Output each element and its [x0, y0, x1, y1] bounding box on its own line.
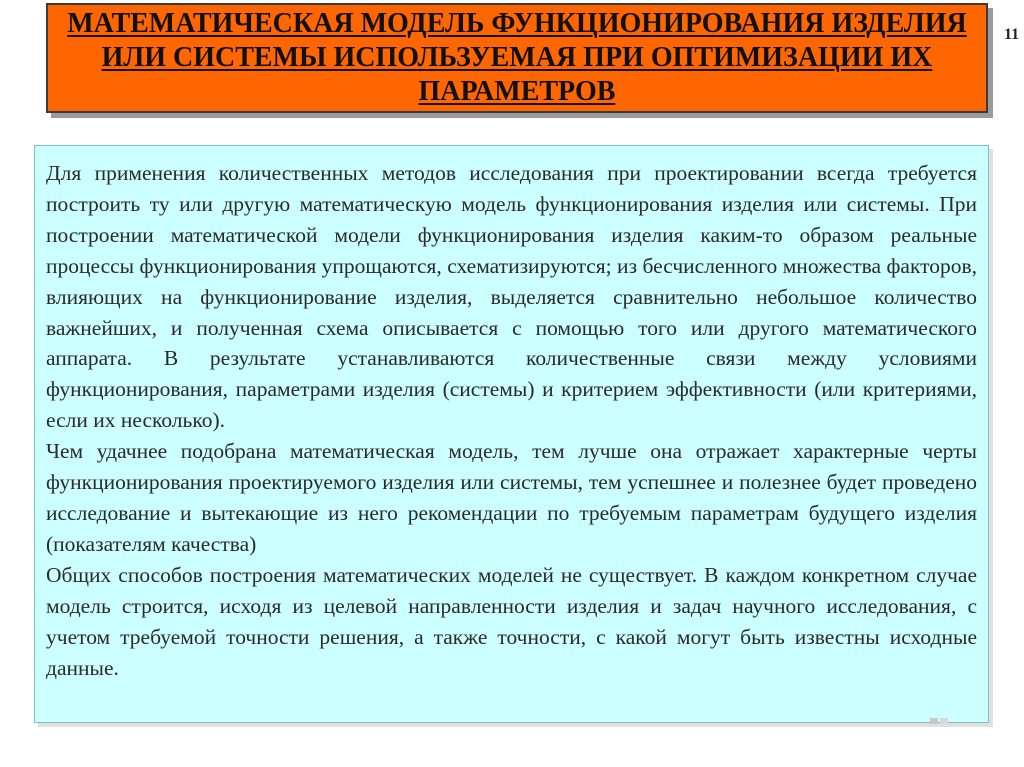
- paragraph-3: Общих способов построения математических моделей не существует. В каждом конкретном случае модель строится, исходя из целевой направленности изделия и задач научного исследования, с учетом требуемой точности решения, а также точности, с какой могут быть известны исходные данные.: [46, 562, 977, 680]
- corner-decoration: [918, 712, 952, 726]
- slide-number: 11: [1004, 26, 1020, 43]
- paragraph-2: Чем удачнее подобрана математическая модель, тем лучше она отражает характерные черты функционирования проектируемого изделия или системы, тем успешнее и полезнее будет проведено исследование и вытекающие из него рекомендации по требуемым параметрам будущего изделия (показателям качества): [46, 439, 977, 556]
- corner-decoration-glyph: [918, 712, 952, 726]
- slide-title: МАТЕМАТИЧЕСКАЯ МОДЕЛЬ ФУНКЦИОНИРОВАНИЯ ИЗДЕЛИЯ ИЛИ СИСТЕМЫ ИСПОЛЬЗУЕМАЯ ПРИ ОПТИМИЗАЦИИ ИХ ПАРАМЕТРОВ: [67, 8, 967, 107]
- content-box: [34, 145, 989, 723]
- title-banner: [46, 3, 988, 113]
- paragraph-1: Для применения количественных методов исследования при проектировании всегда требуется построить ту или другую математическую модель функционирования изделия или системы. При построении математической модели функционирования изделия каким-то образом реальные процессы функционирования упрощаются, схематизируются; из бесчисленного множества факторов, влияющих на функционирование изделия, выделяется сравнительно небольшое количество важнейших, и полученная схема описывается с помощью того или другого математического аппарата. В результате устанавливаются количественные связи между условиями функционирования, параметрами изделия (системы) и критерием эффективности (или критериями, если их несколько).: [46, 161, 977, 433]
